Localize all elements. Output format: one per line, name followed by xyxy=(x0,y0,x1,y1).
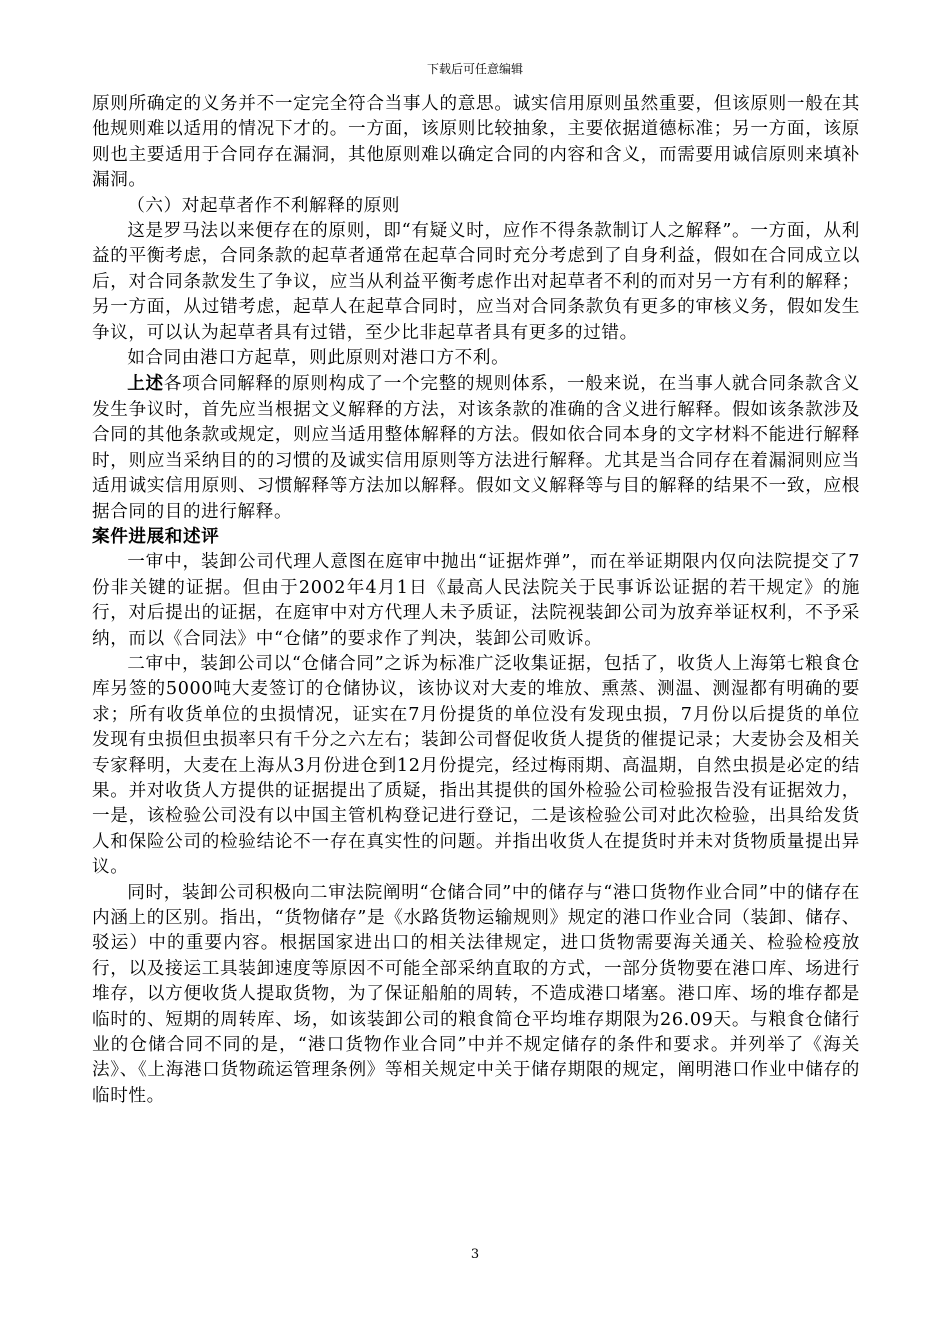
paragraph-second-instance: 二审中，装卸公司以“仓储合同”之诉为标准广泛收集证据，包括了，收货人上海第七粮食仓库另签的5000吨大麦签订的仓储协议，该协议对大麦的堆放、熏蒸、测温、测湿都有明确的要求；所有收货单位的虫损情况，证实在7月份提货的单位没有发现虫损，7月份以后提货的单位发现有虫损但虫损率只有千分之六左右；装卸公司督促收货人提货的催提记录；大麦协会及相关专家释明，大麦在上海从3月份进仓到12月份提完，经过梅雨期、高温期，自然虫损是必定的结果。并对收货人方提供的证据提出了质疑，指出其提供的国外检验公司检验报告没有证据效力，一是，该检验公司没有以中国主管机构登记进行登记，二是该检验公司对此次检验，出具给发货人和保险公司的检验结论不一存在真实性的问题。并指出收货人在提货时并未对货物质量提出异议。 xyxy=(92,653,860,878)
document-body xyxy=(92,92,860,1109)
paragraph-good-faith: 原则所确定的义务并不一定完全符合当事人的意思。诚实信用原则虽然重要，但该原则一般在其他规则难以适用的情况下才的。一方面，该原则比较抽象，主要依据道德标准；另一方面，该原则也主要适用于合同存在漏洞，其他原则难以确定合同的内容和含义，而需要用诚信原则来填补漏洞。 xyxy=(92,94,860,191)
paragraph-roman-law: 这是罗马法以来便存在的原则，即“有疑义时，应作不得条款制订人之解释”。一方面，从利益的平衡考虑，合同条款的起草者通常在起草合同时充分考虑到了自身利益，假如在合同成立以后，对合同条款发生了争议，应当从利益平衡考虑作出对起草者不利的而对另一方有利的解释；另一方面，从过错考虑，起草人在起草合同时，应当对合同条款负有更多的审核义务，假如发生争议，可以认为起草者具有过错，至少比非起草者具有更多的过错。 xyxy=(92,221,860,343)
page-number: 3 xyxy=(470,1247,480,1262)
paragraph-storage-distinction: 同时，装卸公司积极向二审法院阐明“仓储合同”中的储存与“港口货物作业合同”中的储存在内涵上的区别。指出，“货物储存”是《水路货物运输规则》规定的港口作业合同（装卸、储存、驳运）中的重要内容。根据国家进出口的相关法律规定，进口货物需要海关通关、检验检疫放行，以及接运工具装卸速度等原因不可能全部采纳直取的方式，一部分货物要在港口库、场进行堆存，以方便收货人提取货物，为了保证船舶的周转，不造成港口堵塞。港口库、场的堆存都是临时的、短期的周转库、场，如该装卸公司的粮食简仓平均堆存期限为26.09天。与粮食仓储行业的仓储合同不同的是，“港口货物作业合同”中并不规定储存的条件和要求。并列举了《海关法》、《上海港口货物疏运管理条例》等相关规定中关于储存期限的规定，阐明港口作业中储存的临时性。 xyxy=(92,882,860,1106)
paragraph-summary-text: 各项合同解释的原则构成了一个完整的规则体系，一般来说，在当事人就合同条款含义发生争议时，首先应当根据文义解释的方法，对该条款的准确的含义进行解释。假如该条款涉及合同的其他条款或规定，则应当适用整体解释的方法。假如依合同本身的文字材料不能进行解释时，则应当采纳目的的习惯的及诚实信用原则等方法进行解释。尤其是当合同存在着漏洞则应当适用诚实信用原则、习惯解释等方法加以解释。假如文义解释等与目的解释的结果不一致，应根据合同的目的进行解释。 xyxy=(92,374,860,522)
paragraph-summary-lead: 上述 xyxy=(127,373,164,395)
paragraph-summary xyxy=(92,371,860,524)
section-heading-case-progress: 案件进展和述评 xyxy=(92,526,220,547)
paragraph-first-instance: 一审中，装卸公司代理人意图在庭审中抛出“证据炸弹”，而在举证期限内仅向法院提交了7份非关键的证据。但由于2002年4月1日《最高人民法院关于民事诉讼证据的若干规定》的施行，对后提出的证据，在庭审中对方代理人未予质证，法院视装卸公司为放弃举证权利，不予采纳，而以《合同法》中“仓储”的要求作了判决，装卸公司败诉。 xyxy=(92,552,860,649)
paragraph-port-drafter: 如合同由港口方起草，则此原则对港口方不利。 xyxy=(127,348,510,369)
section-heading-six: （六）对起草者作不利解释的原则 xyxy=(127,195,401,216)
page-header: 下载后可任意编辑 xyxy=(426,62,523,76)
